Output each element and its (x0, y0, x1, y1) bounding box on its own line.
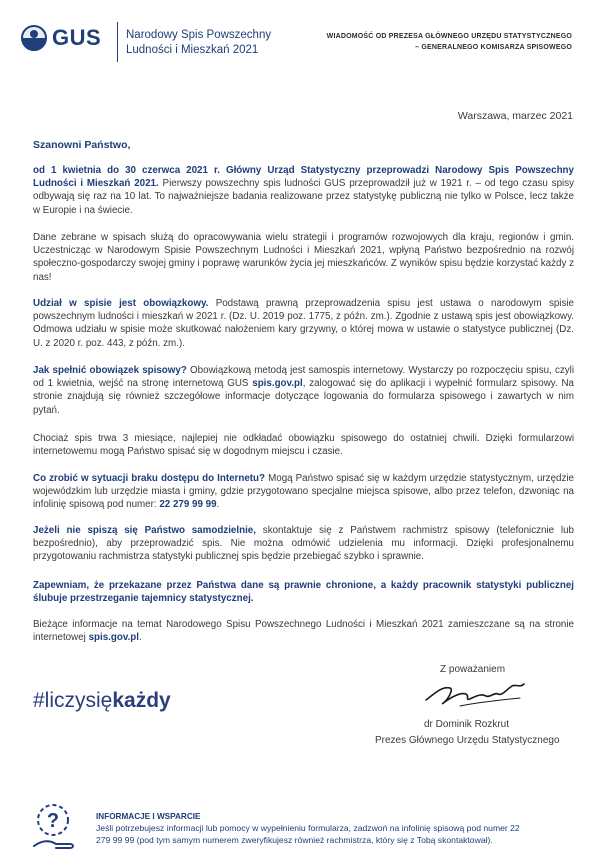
gus-logo (20, 24, 101, 52)
salutation: Szanowni Państwo, (33, 139, 131, 151)
spis-link-2[interactable]: spis.gov.pl (88, 632, 140, 644)
paragraph-4 (33, 364, 574, 417)
p4-bold: Jak spełnić obowiązek spisowy? (33, 365, 187, 376)
logo-text: GUS (52, 25, 102, 50)
paragraph-8 (33, 579, 574, 605)
signer-role: Prezes Głównego Urzędu Statystycznego (375, 735, 560, 746)
header-divider (117, 22, 118, 62)
census-line-2: Ludności i Mieszkań 2021 (126, 44, 259, 56)
p4-text-2: , zalogować się do aplikacji i wypełnić formularz spisowy. Na stronie znajdują się również szczegółowe informacje dotyczące logowania do formularza spisowego i zawartych w nim pytań. (33, 378, 574, 416)
p3-bold: Udział w spisie jest obowiązkowy. (33, 298, 209, 309)
paragraph-5 (33, 432, 574, 458)
footer-text: Jeśli potrzebujesz informacji lub pomocy w wypełnieniu formularza, zadzwoń na infolinię spisową pod numer 22 279 99 99 (pod tym samym numerem zweryfikujesz również rachmistrza, który się z Tobą skontaktował). (96, 823, 520, 845)
gus-logo-icon (20, 24, 48, 52)
paragraph-3 (33, 297, 574, 350)
paragraph-1 (33, 164, 574, 217)
p7-bold: Jeżeli nie spiszą się Państwo samodzielnie, (33, 525, 256, 536)
campaign-hashtag (33, 689, 171, 713)
spis-link[interactable]: spis.gov.pl (252, 378, 303, 390)
hashtag-part-1: #liczysię (33, 689, 113, 712)
hashtag-part-2: każdy (112, 689, 171, 712)
p1-text: Pierwszy powszechny spis ludności GUS przeprowadził już w 1921 r. – od tego czasu spisy odbywają się raz na 10 lat. To najważniejsze badania realizowane przez statystykę publiczną nie tylko w Polsce, lecz także w Europie i na świecie. (33, 178, 574, 216)
p8-text: Zapewniam, że przekazane przez Państwa dane są prawnie chronione, a każdy pracownik statystyki publicznej ślubuje przestrzeganie tajemnicy statystycznej. (33, 580, 574, 605)
p3-text: Podstawą prawną przeprowadzenia spisu jest ustawa o narodowym spisie powszechnym ludności i mieszkań w 2021 r. (Dz. U. 2019 poz. 1775, z późn. zm.). Zgodnie z ustawą spis jest obowiązkowy. Odmowa udziału w spisie może skutkować nałożeniem kary grzywny, o której mowa w ustawie o statystyce publicznej (Dz. U. z 2020 r. poz. 443, z późn. zm.). (33, 298, 575, 349)
hotline-number[interactable]: 22 279 99 99 (159, 499, 217, 511)
paragraph-6 (33, 472, 574, 512)
p2-text: Dane zebrane w spisach służą do opracowywania wielu strategii i programów rozwojowych dla kraju, regionów i gmin. Uczestnicząc w Narodowym Spisie Powszechnym Ludności i Mieszkań 2021, wpłyną Państwo bezpośrednio na rozwój społeczno-gospodarczy swojej gminy i poprawę warunków życia jej mieszkańców. Z wyników spisu będzie korzystać każdy z nas! (33, 232, 574, 283)
p9-end: . (139, 632, 142, 644)
header-right-line-1: WIADOMOŚĆ OD PREZESA GŁÓWNEGO URZĘDU STATYSTYCZNEGO (326, 33, 572, 40)
p7-text: skontaktuje się z Państwem rachmistrz spisowy (telefonicznie lub bezpośrednio), aby przeprowadzić spis. Nie można odmówić udzielenia mu informacji. Dzięki profesjonalnemu przygotowaniu rachmistrza statystyki publicznej spis będzie przebiegać szybko i sprawnie. (33, 525, 574, 563)
p6-text: Mogą Państwo spisać się w każdym urzędzie statystycznym, urzędzie wojewódzkim lub urzędzie miasta i gminy, gdzie przygotowano specjalne miejsca spisowe, albo przez telefon, dzwoniąc na infolinię spisową pod numer: (33, 473, 574, 511)
paragraph-9 (33, 618, 574, 644)
census-line-1: Narodowy Spis Powszechny (126, 29, 272, 41)
census-name (126, 28, 271, 58)
p6-end: . (216, 499, 220, 511)
p5-text: Chociaż spis trwa 3 miesiące, najlepiej nie odkładać obowiązku spisowego do ostatniej chwili. Dzięki formularzowi internetowemu mogą Państwo spisać się w dogodnym miejscu i czasie. (33, 433, 574, 458)
signature-icon (420, 676, 530, 716)
p4-text-1: Obowiązkową metodą jest samospis internetowy. Wystarczy po rozpoczęciu spisu, czyli od 1 kwietnia, wejść na stronę internetową GUS (33, 365, 575, 390)
header-right-line-2: – GENERALNEGO KOMISARZA SPISOWEGO (415, 44, 572, 51)
header-message-title (272, 31, 572, 53)
p1-bold: od 1 kwietnia do 30 czerwca 2021 r. Główny Urząd Statystyczny przeprowadzi Narodowy Spis Powszechny Ludności i Mieszkań 2021. (33, 165, 574, 190)
signer-name: dr Dominik Rozkrut (424, 719, 510, 730)
footer-title: INFORMACJE I WSPARCIE (96, 812, 201, 821)
svg-text:?: ? (46, 810, 60, 832)
paragraph-7 (33, 524, 574, 564)
p9-text: Bieżące informacje na temat Narodowego Spisu Powszechnego Ludności i Mieszkań 2021 zamieszczane są na stronie internetowej (33, 619, 574, 644)
paragraph-2 (33, 231, 574, 284)
question-hand-icon (26, 800, 80, 854)
p6-bold: Co zrobić w sytuacji braku dostępu do Internetu? (33, 473, 266, 484)
closing-greeting: Z poważaniem (440, 664, 506, 675)
letter-date: Warszawa, marzec 2021 (457, 110, 573, 122)
